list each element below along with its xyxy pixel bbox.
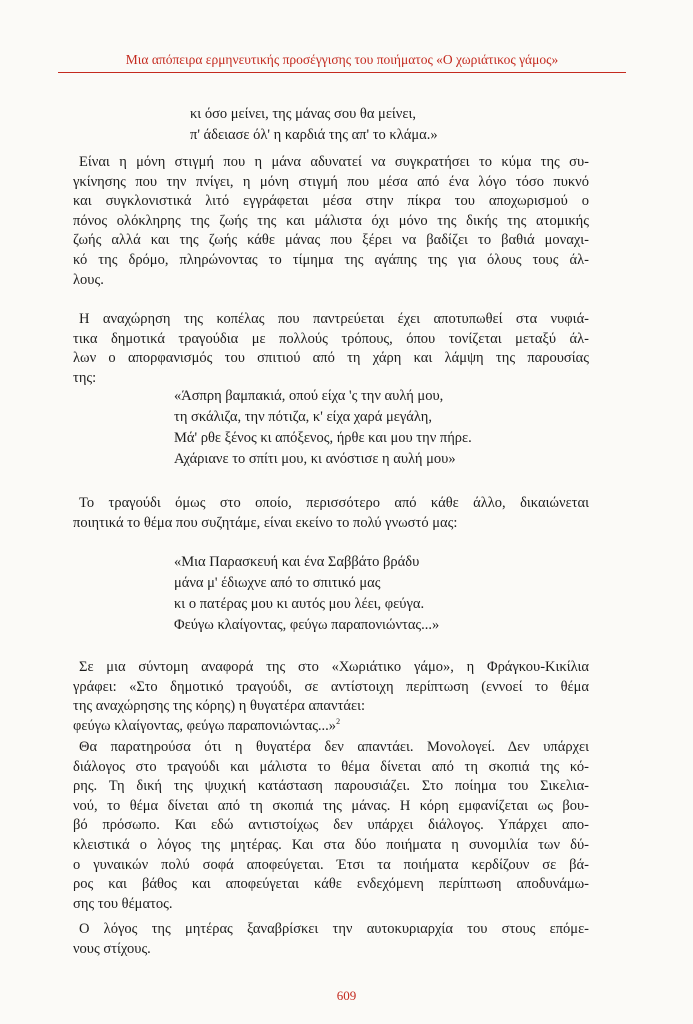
- header-rule: [58, 72, 626, 73]
- text-line: κό της δρόμο, πληρώνοντας το τίμημα της αγάπης της για όλους τους άλ-: [73, 251, 589, 268]
- text-line: της:: [73, 369, 97, 386]
- paragraph-3: [73, 494, 589, 533]
- text-line: κλειστικά ο λόγος της μητέρας. Και στα δύο ποιήματα η συνομιλία των δύ-: [73, 836, 589, 853]
- text-line: ρος και βάθος και αποφεύγεται κάθε ενδεχόμενη περίπτωση αποδυνάμω-: [73, 876, 589, 893]
- verse-line: κι ο πατέρας μου κι αυτός μου λέει, φεύγα.: [174, 596, 425, 612]
- verse-block-2: [174, 386, 472, 470]
- text-line: γράφει: «Στο δημοτικό τραγούδι, σε αντίστοιχη περίπτωση (εννοεί το θέμα: [73, 678, 589, 695]
- text-line: νους στίχους.: [73, 940, 151, 957]
- text-line: Η αναχώρηση της κοπέλας που παντρεύεται έχει αποτυπωθεί στα νυφιά-: [79, 311, 589, 327]
- paragraph-4: [73, 658, 589, 736]
- verse-line: Φεύγω κλαίγοντας, φεύγω παραπονιώντας...»: [174, 617, 440, 633]
- text-line: της αναχώρησης της κόρης) η θυγατέρα απαντάει:: [73, 698, 366, 715]
- verse-block-1: [190, 104, 438, 146]
- text-line: λων ο απορφανισμός του σπιτιού από τη χάρη και λάμψη της παρουσίας: [73, 350, 589, 367]
- page-number: 609: [336, 988, 357, 1003]
- paragraph-2: [73, 310, 589, 388]
- text-line: ρης. Τη δική της ψυχική κατάσταση παρουσιάζει. Στο ποίημα του Σικελια-: [73, 778, 589, 795]
- text-line: πόνος ολόκληρης της ζωής της και μάλιστα όχι μόνο της δικής της ατομικής: [73, 212, 589, 229]
- text-line: σης του θέματος.: [73, 895, 173, 912]
- text-line: Θα παρατηρούσα ότι η θυγατέρα δεν απαντάει. Μονολογεί. Δεν υπάρχει: [79, 739, 589, 755]
- text-line: τικα δημοτικά τραγούδια με πολλούς τρόπους, όπου τονίζεται μεταξύ άλ-: [73, 330, 589, 347]
- verse-line: «Άσπρη βαμπακιά, οπού είχα 'ς την αυλή μου,: [174, 388, 444, 404]
- verse-line: μάνα μ' έδιωχνε από το σπιτικό μας: [174, 575, 381, 591]
- verse-line: π' άδειασε όλ' η καρδιά της απ' το κλάμα.»: [190, 127, 438, 143]
- text-line: λους.: [73, 271, 104, 288]
- paragraph-6: [73, 920, 589, 959]
- verse-line: τη σκάλιζα, την πότιζα, κ' είχα χαρά μεγάλη,: [174, 409, 432, 425]
- paragraph-1: [73, 153, 589, 290]
- text-line: Το τραγούδι όμως στο οποίο, περισσότερο από κάθε άλλο, δικαιώνεται: [79, 495, 589, 511]
- text-line: ο γυναικών πολύ σοφά αποφεύγεται. Έτσι τα ποιήματα κερδίζουν σε βά-: [73, 856, 589, 873]
- text-line: νού, το θέμα δίνεται από τη σκοπιά της μάνας. Η κόρη εμφανίζεται ως βου-: [73, 797, 589, 814]
- text-line: ποιητικά το θέμα που συζητάμε, είναι εκείνο το πολύ γνωστό μας:: [73, 514, 458, 531]
- verse-line: Μά' ρθε ξένος κι απόξενος, ήρθε και μου την πήρε.: [174, 430, 472, 446]
- text-line: Είναι η μόνη στιγμή που η μάνα αδυνατεί να συγκρατήσει το κύμα της συ-: [79, 154, 589, 170]
- text-line: και συγκλονιστικά λιτό εγγράφεται μέσα στην πίκρα του αποχωρισμού ο: [73, 193, 589, 210]
- text-line: ζωής αλλά και της ζωής κάθε μάνας που ξέρει να βαδίζει το βαθιά μοναχι-: [73, 232, 589, 249]
- footnote-marker[interactable]: 2: [336, 716, 341, 726]
- paragraph-5: [73, 738, 589, 914]
- text-line: γκίνησης που την πνίγει, η μόνη στιγμή που μέσα από ένα λόγο τόσο πυκνό: [73, 173, 589, 190]
- verse-line: «Μια Παρασκευή και ένα Σαββάτο βράδυ: [174, 554, 420, 570]
- text-line: διάλογος στο τραγούδι και μάλιστα το θέμα δίνεται από τη σκοπιά της κό-: [73, 758, 589, 775]
- text-line: βό πρόσωπο. Και εδώ αντιστοίχως δεν υπάρχει διάλογος. Υπάρχει απο-: [73, 817, 589, 834]
- verse-block-3: [174, 552, 439, 636]
- verse-line: Αχάριανε το σπίτι μου, κι ανόστισε η αυλή μου»: [174, 451, 456, 467]
- verse-line: κι όσο μείνει, της μάνας σου θα μείνει,: [190, 106, 416, 122]
- quoted-line: [73, 717, 589, 737]
- quote-text: φεύγω κλαίγοντας, φεύγω παραπονιώντας...»: [73, 717, 337, 734]
- text-line: Σε μια σύντομη αναφορά της στο «Χωριάτικο γάμο», η Φράγκου-Κικίλια: [79, 659, 589, 675]
- text-line: Ο λόγος της μητέρας ξαναβρίσκει την αυτοκυριαρχία του στους επόμε-: [79, 921, 589, 937]
- running-header: Μια απόπειρα ερμηνευτικής προσέγγισης του ποιήματος «Ο χωριάτικος γάμος»: [125, 52, 559, 67]
